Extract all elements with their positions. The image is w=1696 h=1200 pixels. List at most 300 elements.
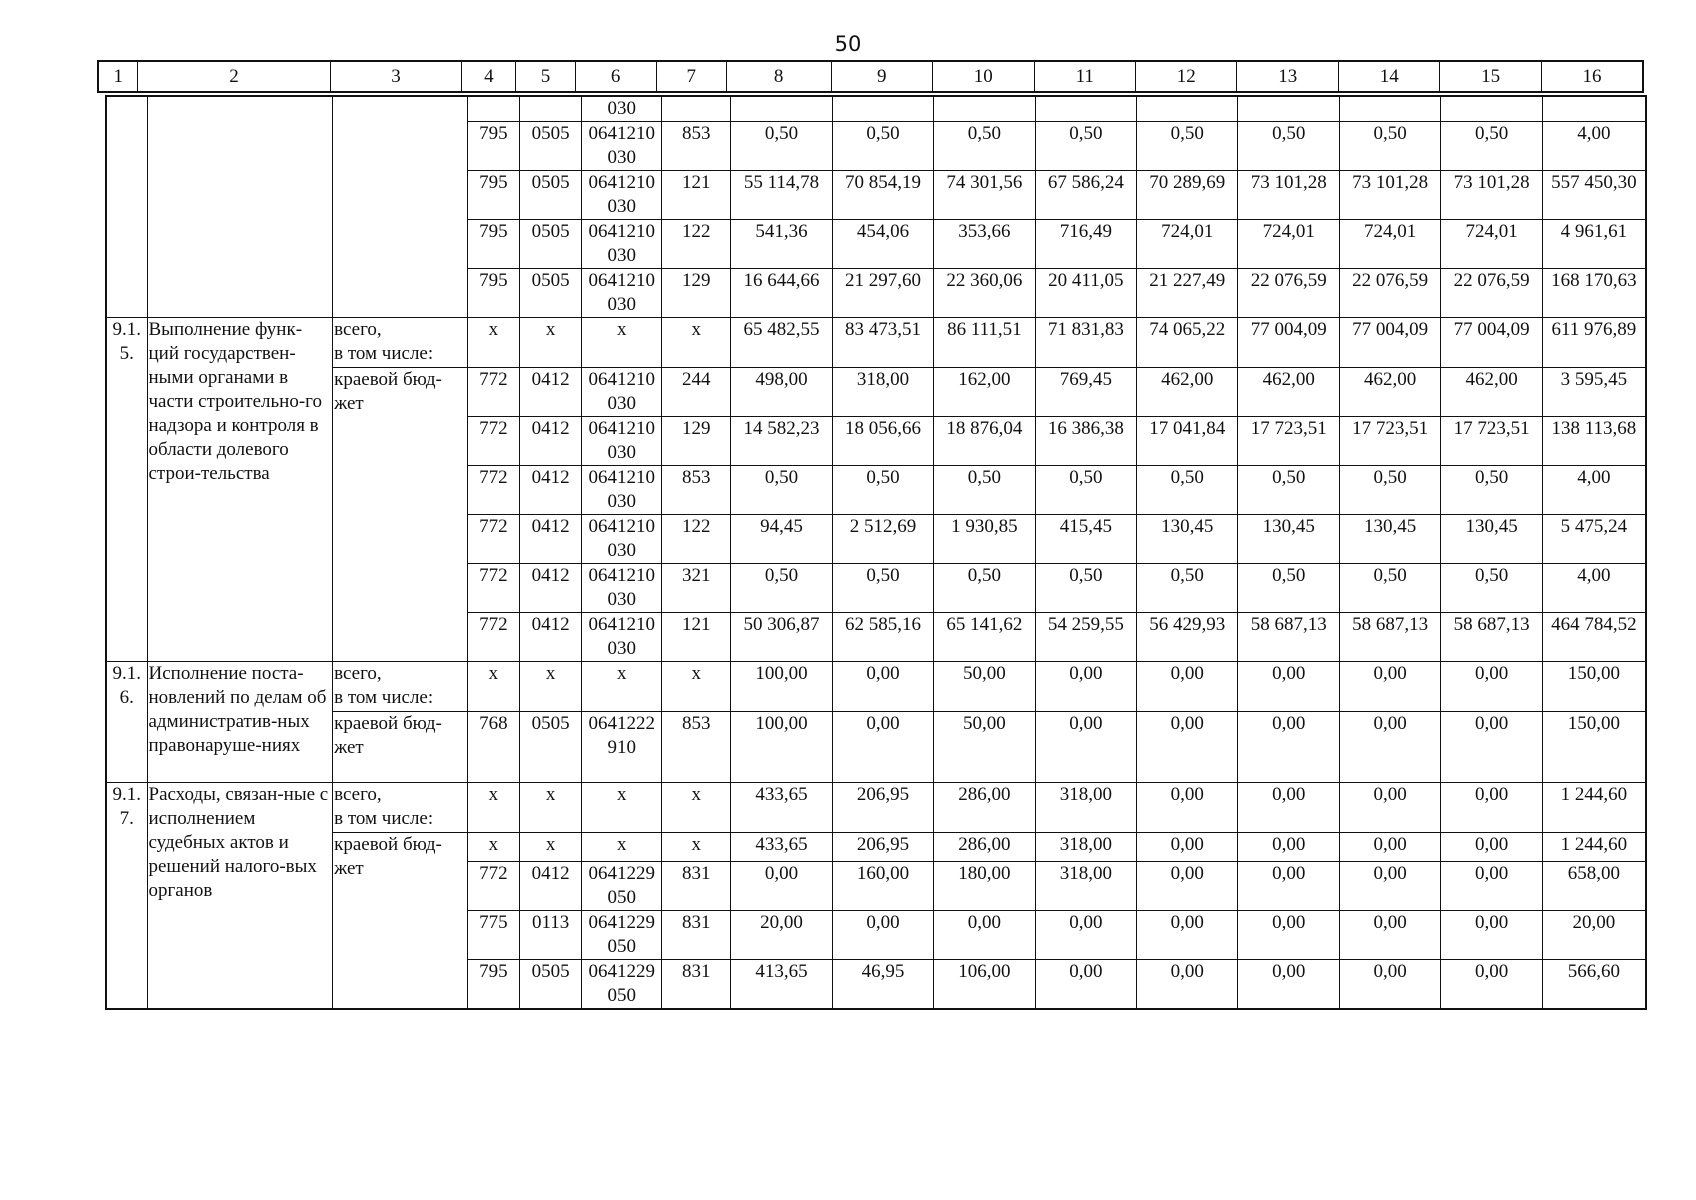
section-cell: 0412 — [519, 466, 582, 515]
amount-cell: 0,00 — [1339, 911, 1440, 960]
amount-cell: 17 723,51 — [1441, 417, 1542, 466]
header-col-2: 2 — [138, 61, 330, 92]
amount-cell: 73 101,28 — [1339, 171, 1440, 220]
target-article-part1: 0641210 — [588, 614, 656, 635]
section-cell: х — [519, 833, 582, 862]
header-col-16: 16 — [1541, 61, 1643, 92]
amount-cell: 611 976,89 — [1542, 318, 1646, 368]
amount-cell: 0,50 — [1339, 466, 1440, 515]
section-cell: 0412 — [519, 564, 582, 613]
section-cell: 0505 — [519, 269, 582, 318]
amount-cell: 67 586,24 — [1035, 171, 1136, 220]
item-name-cell — [147, 96, 333, 318]
amount-cell: 415,45 — [1035, 515, 1136, 564]
amount-cell: 4,00 — [1542, 564, 1646, 613]
amount-cell — [1137, 96, 1238, 122]
amount-cell — [662, 96, 731, 122]
table-row-continuation — [106, 96, 1646, 122]
target-article-cell — [582, 960, 662, 1010]
target-article-part1: 0641210 — [588, 418, 656, 439]
amount-cell: 22 076,59 — [1339, 269, 1440, 318]
expense-type-cell: 122 — [662, 515, 731, 564]
amount-cell: 100,00 — [731, 712, 832, 783]
header-col-12: 12 — [1135, 61, 1236, 92]
amount-cell: 1 244,60 — [1542, 833, 1646, 862]
amount-cell: 0,50 — [1137, 466, 1238, 515]
target-article-part2: 030 — [607, 294, 637, 315]
expense-type-cell: 853 — [662, 466, 731, 515]
item-name-cell: Исполнение поста-новлений по делам об административ-ных правонаруше-ниях — [147, 662, 333, 783]
expense-type-cell: х — [662, 662, 731, 712]
amount-cell: 130,45 — [1441, 515, 1542, 564]
amount-cell: 433,65 — [731, 783, 832, 833]
target-article-part2: 030 — [582, 96, 662, 122]
amount-cell: 180,00 — [934, 862, 1035, 911]
total-label-line2: в том числе: — [334, 687, 434, 708]
target-article-part1: 0641210 — [588, 270, 656, 291]
grbs-cell: 795 — [468, 171, 520, 220]
amount-cell: 462,00 — [1339, 368, 1440, 417]
target-article-cell — [582, 466, 662, 515]
header-col-10: 10 — [933, 61, 1034, 92]
amount-cell: 0,00 — [1035, 911, 1136, 960]
expense-type-cell: 853 — [662, 122, 731, 171]
amount-cell: 16 644,66 — [731, 269, 832, 318]
table-row-total — [106, 783, 1646, 833]
grbs-cell: 775 — [468, 911, 520, 960]
target-article-part1: 0641229 — [588, 863, 656, 884]
amount-cell: 0,00 — [1137, 960, 1238, 1010]
amount-cell: 0,50 — [1035, 122, 1136, 171]
amount-cell: 16 386,38 — [1035, 417, 1136, 466]
amount-cell: 20,00 — [731, 911, 832, 960]
grbs-cell: 772 — [468, 613, 520, 662]
amount-cell: 0,00 — [1441, 862, 1542, 911]
total-label-line2: в том числе: — [334, 343, 434, 364]
amount-cell: 724,01 — [1441, 220, 1542, 269]
grbs-cell: 795 — [468, 269, 520, 318]
section-cell: х — [519, 662, 582, 712]
target-article-part2: 050 — [607, 887, 637, 908]
amount-cell: 462,00 — [1441, 368, 1542, 417]
amount-cell: 0,00 — [1238, 662, 1339, 712]
budget-table — [105, 95, 1647, 1010]
table-row-total — [106, 833, 1646, 862]
item-number-line2: 7. — [119, 808, 134, 829]
amount-cell: 0,50 — [832, 122, 933, 171]
total-label-cell — [333, 318, 468, 368]
target-article-part1: 0641229 — [588, 961, 656, 982]
amount-cell: 413,65 — [731, 960, 832, 1010]
amount-cell: 86 111,51 — [934, 318, 1035, 368]
item-number-line1: 9.1. — [112, 663, 141, 684]
amount-cell: 206,95 — [832, 783, 933, 833]
amount-cell: 0,00 — [1035, 712, 1136, 783]
section-cell: 0412 — [519, 417, 582, 466]
amount-cell: 160,00 — [832, 862, 933, 911]
target-article-cell — [582, 515, 662, 564]
amount-cell: 0,50 — [934, 122, 1035, 171]
header-col-6: 6 — [575, 61, 656, 92]
target-article-cell: х — [582, 318, 662, 368]
amount-cell: 0,00 — [1339, 662, 1440, 712]
expense-type-cell: 121 — [662, 171, 731, 220]
amount-cell: 70 854,19 — [832, 171, 933, 220]
amount-cell: 22 076,59 — [1238, 269, 1339, 318]
table-row-total — [106, 318, 1646, 368]
section-cell: 0505 — [519, 712, 582, 783]
header-col-15: 15 — [1440, 61, 1541, 92]
section-cell: 0113 — [519, 911, 582, 960]
total-label-cell — [333, 783, 468, 833]
target-article-part1: 0641222 — [588, 713, 656, 734]
amount-cell: 0,50 — [1441, 122, 1542, 171]
amount-cell: 353,66 — [934, 220, 1035, 269]
amount-cell: 454,06 — [832, 220, 933, 269]
amount-cell: 0,50 — [731, 122, 832, 171]
expense-type-cell: 129 — [662, 269, 731, 318]
amount-cell — [1339, 96, 1440, 122]
amount-cell — [934, 96, 1035, 122]
section-cell: 0505 — [519, 960, 582, 1010]
target-article-cell — [582, 712, 662, 783]
amount-cell: 318,00 — [832, 368, 933, 417]
amount-cell: 724,01 — [1238, 220, 1339, 269]
amount-cell: 56 429,93 — [1137, 613, 1238, 662]
amount-cell: 1 930,85 — [934, 515, 1035, 564]
amount-cell: 73 101,28 — [1441, 171, 1542, 220]
amount-cell: 0,00 — [1137, 833, 1238, 862]
amount-cell — [1542, 96, 1646, 122]
amount-cell: 0,00 — [1238, 712, 1339, 783]
amount-cell: 22 076,59 — [1441, 269, 1542, 318]
amount-cell: 0,00 — [1137, 911, 1238, 960]
amount-cell: 18 056,66 — [832, 417, 933, 466]
amount-cell: 0,00 — [1238, 833, 1339, 862]
amount-cell: 0,00 — [1441, 783, 1542, 833]
grbs-cell: х — [468, 783, 520, 833]
expense-type-cell: 244 — [662, 368, 731, 417]
amount-cell: 4,00 — [1542, 466, 1646, 515]
amount-cell: 106,00 — [934, 960, 1035, 1010]
item-number-line1: 9.1. — [112, 784, 141, 805]
amount-cell: 498,00 — [731, 368, 832, 417]
target-article-part2: 030 — [607, 196, 637, 217]
amount-cell: 168 170,63 — [1542, 269, 1646, 318]
amount-cell: 138 113,68 — [1542, 417, 1646, 466]
target-article-part2: 050 — [607, 936, 637, 957]
amount-cell: 54 259,55 — [1035, 613, 1136, 662]
amount-cell: 462,00 — [1137, 368, 1238, 417]
amount-cell: 658,00 — [1542, 862, 1646, 911]
expense-type-cell: 831 — [662, 862, 731, 911]
amount-cell: 0,50 — [1339, 564, 1440, 613]
amount-cell: 77 004,09 — [1441, 318, 1542, 368]
amount-cell: 0,50 — [1238, 466, 1339, 515]
amount-cell — [1441, 96, 1542, 122]
grbs-cell: 768 — [468, 712, 520, 783]
amount-cell: 14 582,23 — [731, 417, 832, 466]
expense-type-cell: 321 — [662, 564, 731, 613]
amount-cell: 716,49 — [1035, 220, 1136, 269]
amount-cell: 130,45 — [1238, 515, 1339, 564]
amount-cell: 58 687,13 — [1441, 613, 1542, 662]
target-article-part2: 030 — [607, 638, 637, 659]
target-article-cell: х — [582, 833, 662, 862]
grbs-cell: 772 — [468, 368, 520, 417]
amount-cell: 0,50 — [1441, 466, 1542, 515]
amount-cell: 433,65 — [731, 833, 832, 862]
amount-cell: 0,00 — [1441, 662, 1542, 712]
amount-cell: 0,50 — [934, 564, 1035, 613]
target-article-part2: 030 — [607, 442, 637, 463]
amount-cell: 462,00 — [1238, 368, 1339, 417]
section-cell: х — [519, 318, 582, 368]
amount-cell: 724,01 — [1137, 220, 1238, 269]
amount-cell: 162,00 — [934, 368, 1035, 417]
header-col-3: 3 — [330, 61, 462, 92]
amount-cell: 0,00 — [1238, 862, 1339, 911]
target-article-cell — [582, 269, 662, 318]
amount-cell: 0,00 — [1238, 783, 1339, 833]
target-article-part1: 0641210 — [588, 172, 656, 193]
amount-cell: 3 595,45 — [1542, 368, 1646, 417]
header-col-13: 13 — [1237, 61, 1338, 92]
amount-cell: 0,00 — [1441, 712, 1542, 783]
header-col-4: 4 — [462, 61, 516, 92]
total-label-line1: всего, — [334, 319, 382, 340]
header-col-1: 1 — [98, 61, 138, 92]
section-cell — [519, 96, 582, 122]
amount-cell: 0,50 — [1238, 564, 1339, 613]
amount-cell: 557 450,30 — [1542, 171, 1646, 220]
amount-cell: 0,00 — [1441, 960, 1542, 1010]
amount-cell: 0,50 — [832, 564, 933, 613]
amount-cell — [1238, 96, 1339, 122]
total-label-line1: всего, — [334, 663, 382, 684]
target-article-part2: 030 — [607, 589, 637, 610]
item-number-line2: 6. — [119, 687, 134, 708]
item-number-line2: 5. — [119, 343, 134, 364]
amount-cell: 46,95 — [832, 960, 933, 1010]
target-article-cell — [582, 613, 662, 662]
amount-cell: 4,00 — [1542, 122, 1646, 171]
amount-cell: 0,00 — [832, 712, 933, 783]
target-article-part2: 050 — [607, 985, 637, 1006]
amount-cell: 0,00 — [1238, 911, 1339, 960]
amount-cell: 0,00 — [731, 862, 832, 911]
amount-cell: 1 244,60 — [1542, 783, 1646, 833]
amount-cell: 58 687,13 — [1238, 613, 1339, 662]
header-col-9: 9 — [831, 61, 932, 92]
amount-cell: 58 687,13 — [1339, 613, 1440, 662]
amount-cell: 0,00 — [1339, 960, 1440, 1010]
target-article-cell — [582, 417, 662, 466]
amount-cell: 150,00 — [1542, 662, 1646, 712]
amount-cell: 0,00 — [1339, 862, 1440, 911]
target-article-cell — [582, 564, 662, 613]
amount-cell: 21 227,49 — [1137, 269, 1238, 318]
amount-cell: 74 301,56 — [934, 171, 1035, 220]
amount-cell — [1035, 96, 1136, 122]
target-article-part1: 0641210 — [588, 221, 656, 242]
section-cell: 0505 — [519, 171, 582, 220]
grbs-cell — [468, 96, 520, 122]
amount-cell: 0,50 — [731, 564, 832, 613]
item-number-cell — [106, 783, 147, 1010]
section-cell: 0412 — [519, 613, 582, 662]
amount-cell: 0,00 — [934, 911, 1035, 960]
amount-cell: 724,01 — [1339, 220, 1440, 269]
grbs-cell: 795 — [468, 122, 520, 171]
amount-cell: 0,00 — [1137, 712, 1238, 783]
section-cell: 0412 — [519, 515, 582, 564]
amount-cell: 286,00 — [934, 833, 1035, 862]
amount-cell: 0,50 — [934, 466, 1035, 515]
amount-cell: 0,00 — [1137, 862, 1238, 911]
target-article-part2: 030 — [607, 245, 637, 266]
target-article-part1: 0641210 — [588, 123, 656, 144]
amount-cell: 77 004,09 — [1339, 318, 1440, 368]
section-cell: 0412 — [519, 862, 582, 911]
grbs-cell: 772 — [468, 564, 520, 613]
total-label-cell — [333, 662, 468, 712]
amount-cell: 318,00 — [1035, 783, 1136, 833]
amount-cell: 20 411,05 — [1035, 269, 1136, 318]
amount-cell: 0,00 — [1137, 783, 1238, 833]
amount-cell: 0,50 — [731, 466, 832, 515]
amount-cell: 0,00 — [1339, 783, 1440, 833]
amount-cell: 70 289,69 — [1137, 171, 1238, 220]
amount-cell: 2 512,69 — [832, 515, 933, 564]
amount-cell: 74 065,22 — [1137, 318, 1238, 368]
amount-cell: 0,50 — [1137, 564, 1238, 613]
item-name-cell: Выполнение функ-ций государствен-ными органами в части строительно-го надзора и контроля в области долевого строи-тельства — [147, 318, 333, 662]
expense-type-cell: 853 — [662, 712, 731, 783]
section-cell: х — [519, 783, 582, 833]
amount-cell: 0,00 — [1441, 833, 1542, 862]
amount-cell: 286,00 — [934, 783, 1035, 833]
amount-cell: 318,00 — [1035, 862, 1136, 911]
header-col-5: 5 — [516, 61, 575, 92]
table-row — [106, 368, 1646, 417]
grbs-cell: х — [468, 318, 520, 368]
amount-cell: 0,50 — [1137, 122, 1238, 171]
expense-type-cell: х — [662, 318, 731, 368]
amount-cell: 206,95 — [832, 833, 933, 862]
amount-cell: 65 141,62 — [934, 613, 1035, 662]
amount-cell: 20,00 — [1542, 911, 1646, 960]
target-article-part1: 0641210 — [588, 565, 656, 586]
grbs-cell: х — [468, 833, 520, 862]
expense-type-cell: 121 — [662, 613, 731, 662]
amount-cell: 0,00 — [1035, 662, 1136, 712]
header-col-7: 7 — [656, 61, 726, 92]
section-cell: 0505 — [519, 122, 582, 171]
item-number-cell — [106, 662, 147, 783]
amount-cell: 0,00 — [1137, 662, 1238, 712]
amount-cell: 17 041,84 — [1137, 417, 1238, 466]
grbs-cell: х — [468, 662, 520, 712]
expense-type-cell: х — [662, 783, 731, 833]
amount-cell: 0,00 — [1339, 833, 1440, 862]
item-number-line1: 9.1. — [112, 319, 141, 340]
grbs-cell: 772 — [468, 862, 520, 911]
amount-cell: 22 360,06 — [934, 269, 1035, 318]
header-col-11: 11 — [1034, 61, 1135, 92]
amount-cell: 83 473,51 — [832, 318, 933, 368]
amount-cell — [832, 96, 933, 122]
header-col-8: 8 — [726, 61, 831, 92]
amount-cell: 0,50 — [832, 466, 933, 515]
amount-cell: 0,00 — [1238, 960, 1339, 1010]
amount-cell: 21 297,60 — [832, 269, 933, 318]
item-name-cell: Расходы, связан-ные с исполнением судебных актов и решений налого-вых органов — [147, 783, 333, 1010]
expense-type-cell: 831 — [662, 960, 731, 1010]
amount-cell: 65 482,55 — [731, 318, 832, 368]
grbs-cell: 795 — [468, 220, 520, 269]
target-article-cell — [582, 368, 662, 417]
source-cell — [333, 96, 468, 318]
section-cell: 0412 — [519, 368, 582, 417]
amount-cell: 0,00 — [1339, 712, 1440, 783]
total-label-line2: в том числе: — [334, 808, 434, 829]
amount-cell: 17 723,51 — [1238, 417, 1339, 466]
amount-cell: 4 961,61 — [1542, 220, 1646, 269]
amount-cell: 5 475,24 — [1542, 515, 1646, 564]
item-number-cell — [106, 96, 147, 318]
amount-cell: 541,36 — [731, 220, 832, 269]
target-article-part2: 030 — [607, 147, 637, 168]
amount-cell: 150,00 — [1542, 712, 1646, 783]
amount-cell: 17 723,51 — [1339, 417, 1440, 466]
amount-cell: 18 876,04 — [934, 417, 1035, 466]
amount-cell — [731, 96, 832, 122]
expense-type-cell: 129 — [662, 417, 731, 466]
expense-type-cell: х — [662, 833, 731, 862]
amount-cell: 77 004,09 — [1238, 318, 1339, 368]
target-article-part1: 0641210 — [588, 467, 656, 488]
amount-cell: 566,60 — [1542, 960, 1646, 1010]
amount-cell: 0,00 — [832, 911, 933, 960]
source-label-cell: краевой бюд-жет — [333, 712, 468, 783]
expense-type-cell: 122 — [662, 220, 731, 269]
amount-cell: 318,00 — [1035, 833, 1136, 862]
expense-type-cell: 831 — [662, 911, 731, 960]
target-article-part2: 030 — [607, 393, 637, 414]
column-number-header — [97, 60, 1644, 93]
amount-cell: 100,00 — [731, 662, 832, 712]
amount-cell: 50 306,87 — [731, 613, 832, 662]
amount-cell: 0,50 — [1339, 122, 1440, 171]
table-row-total — [106, 662, 1646, 712]
item-number-cell — [106, 318, 147, 662]
amount-cell: 0,50 — [1035, 564, 1136, 613]
amount-cell: 0,00 — [1441, 911, 1542, 960]
amount-cell: 0,00 — [1035, 960, 1136, 1010]
grbs-cell: 772 — [468, 466, 520, 515]
target-article-cell — [582, 911, 662, 960]
target-article-part1: 0641210 — [588, 516, 656, 537]
section-cell: 0505 — [519, 220, 582, 269]
amount-cell: 0,50 — [1035, 466, 1136, 515]
source-label-cell: краевой бюд-жет — [333, 833, 468, 1010]
grbs-cell: 772 — [468, 417, 520, 466]
target-article-part2: 030 — [607, 540, 637, 561]
amount-cell: 71 831,83 — [1035, 318, 1136, 368]
table-row — [106, 712, 1646, 783]
target-article-cell — [582, 220, 662, 269]
